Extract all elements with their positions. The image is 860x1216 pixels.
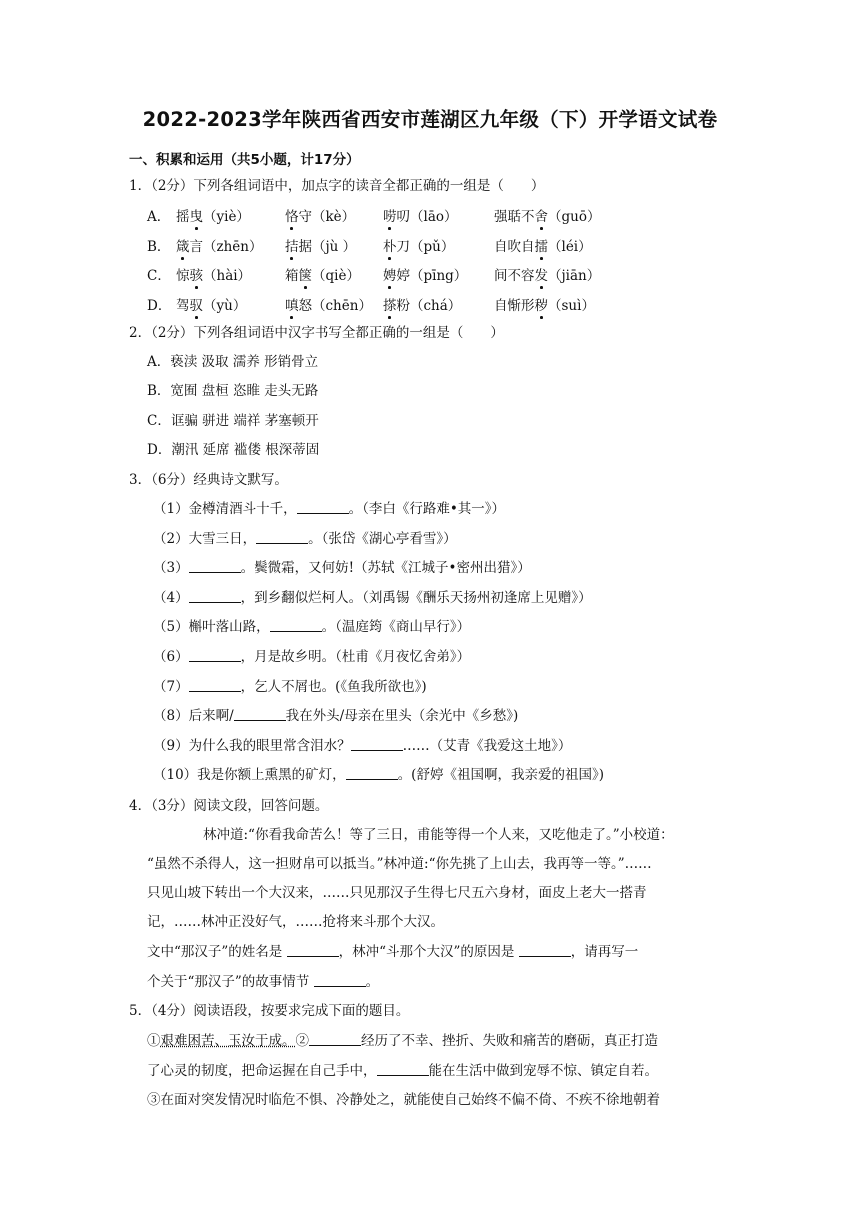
answer-blank[interactable] <box>189 647 241 662</box>
q1-word <box>494 264 600 284</box>
q1-dotted-char: 发 <box>535 264 549 284</box>
q1-word-part: 粉（chá） <box>396 298 462 314</box>
q3-item-text: 。（温庭筠《商山早行》） <box>321 619 471 635</box>
q3-stem: 3．（6分）经典诗文默写。 <box>129 472 288 488</box>
q1-dotted-char: 驭 <box>190 294 204 314</box>
q3-item <box>153 529 457 549</box>
q5-segment: 艰难困苦、玉汝于成。 <box>160 1033 296 1049</box>
answer-blank[interactable] <box>297 499 349 514</box>
q3-item-text: （3） <box>153 560 189 576</box>
q5-segment: 经历了不幸、挫折、失败和痛苦的磨砺，真正打造 <box>361 1033 658 1049</box>
answer-blank[interactable] <box>270 617 322 632</box>
q3-item-text: 。（张岱《湖心亭看雪》） <box>308 531 457 547</box>
q1-word <box>383 205 458 225</box>
q1-word-part: 守（kè） <box>298 209 356 225</box>
q2-option-d: D．潮汛 延席 褴偻 根深蒂固 <box>147 442 320 458</box>
q5-passage-line <box>147 1090 660 1110</box>
circled-number: ① <box>147 1033 161 1049</box>
q1-word <box>176 294 246 314</box>
q1-word-part: （suì） <box>548 298 595 314</box>
q1-dotted-char: 骇 <box>190 264 204 284</box>
q1-dotted-char: 曳 <box>190 205 204 225</box>
q1-dotted-char: 擂 <box>535 235 549 255</box>
answer-blank[interactable] <box>377 1061 429 1076</box>
q1-word <box>494 294 595 314</box>
q3-item-text: 。(舒婷《祖国啊，我亲爱的祖国》) <box>397 767 604 783</box>
q1-dotted-char: 舍 <box>535 205 549 225</box>
q2-option-a: A．亵渎 汲取 濡养 形销骨立 <box>147 354 319 370</box>
exam-title: 2022-2023学年陕西省西安市莲湖区九年级（下）开学语文试卷 <box>142 108 718 131</box>
q4-passage-line: “虽然不杀得人，这一担财帛可以抵当。”林冲道:“你先挑了上山去，我再等一等。”…… <box>147 856 652 872</box>
answer-blank[interactable] <box>256 529 308 544</box>
q1-dotted-char: 箧 <box>299 264 313 284</box>
q1-word-part: （hài） <box>203 268 252 284</box>
q3-item <box>153 765 604 785</box>
q5-segment: 了心灵的韧度，把命运握在自己手中， <box>147 1063 377 1079</box>
q1-word-part: 自惭形 <box>494 298 535 314</box>
answer-blank[interactable] <box>287 942 339 957</box>
section-heading: 一、积累和运用（共5小题，计17分） <box>129 152 360 168</box>
q1-word-part: 箱 <box>285 268 299 284</box>
q1-word-part: 言（zhēn） <box>189 239 263 255</box>
q3-item-text: （5）槲叶落山路， <box>153 619 270 635</box>
q2-option-b: B．宽囿 盘桓 恣睢 走头无路 <box>147 383 319 399</box>
q1-word-part: 叨（lāo） <box>396 209 458 225</box>
q1-word-part: 刀（pǔ） <box>396 239 455 255</box>
answer-blank[interactable] <box>189 588 241 603</box>
q1-word <box>176 235 263 255</box>
q5-segment: 能在生活中做到宠辱不惊、镇定自若。 <box>428 1063 658 1079</box>
answer-blank[interactable] <box>309 1031 361 1046</box>
q1-word <box>383 264 467 284</box>
q1-dotted-char: 娉 <box>383 264 397 284</box>
q3-item <box>153 677 427 697</box>
q1-dotted-char: 嗔 <box>285 294 299 314</box>
q5-passage-line <box>147 1031 658 1051</box>
answer-blank[interactable] <box>519 942 571 957</box>
q3-item-text: 我在外头/母亲在里头（余光中《乡愁》) <box>285 708 519 724</box>
q1-word <box>176 264 251 284</box>
q5-segment: 在面对突发情况时临危不惧、冷静处之，就能使自己始终不偏不倚、不疾不徐地朝着 <box>160 1092 660 1108</box>
q1-word <box>176 205 250 225</box>
q1-word <box>383 235 454 255</box>
q1-word <box>494 205 600 225</box>
q3-item-text: （2）大雪三日， <box>153 531 257 547</box>
answer-blank[interactable] <box>189 677 241 692</box>
answer-blank[interactable] <box>346 765 398 780</box>
q1-word <box>285 235 356 255</box>
q1-word-part: （qiè） <box>312 268 360 284</box>
q3-item <box>153 558 531 578</box>
q1-word <box>285 294 372 314</box>
q2-option-c: C．诓骗 骈进 端祥 茅塞顿开 <box>147 413 319 429</box>
q3-item-text: （10）我是你额上熏黑的矿灯， <box>153 767 346 783</box>
q3-item <box>153 588 592 608</box>
q1-word-part: 摇 <box>176 209 190 225</box>
q1-word-part: 婷（pīng） <box>396 268 468 284</box>
q4-question-text: 个关于“那汉子”的故事情节 <box>147 974 310 990</box>
q3-item-text: ，到乡翻似烂柯人。（刘禹锡《酬乐天扬州初逢席上见赠》） <box>240 590 592 606</box>
q3-item-text: ，月是故乡明。（杜甫《月夜忆舍弟》） <box>240 649 471 665</box>
q1-word <box>285 264 360 284</box>
answer-blank[interactable] <box>189 558 241 573</box>
q1-dotted-char: 唠 <box>383 205 397 225</box>
q3-item-text: 。鬓微霜，又何妨!（苏轼《江城子•密州出猎》） <box>240 560 531 576</box>
q1-dotted-char: 恪 <box>285 205 299 225</box>
q5-passage-line <box>147 1061 658 1081</box>
q4-question-text: ，请再写一 <box>570 944 639 960</box>
circled-number: ② <box>295 1033 309 1049</box>
q3-item <box>153 647 470 667</box>
q4-passage-line: 记，……林冲正没好气，……抢将来斗那个大汉。 <box>147 914 444 930</box>
q3-item-text: （7） <box>153 679 189 695</box>
q3-item-text: （6） <box>153 649 189 665</box>
circled-number: ③ <box>147 1092 161 1108</box>
answer-blank[interactable] <box>314 972 366 987</box>
q1-word-part: （yiè） <box>203 209 250 225</box>
q3-item <box>153 617 470 637</box>
q1-word-part: 据（jù ） <box>298 239 357 255</box>
q1-option-label: D． <box>147 298 172 314</box>
q3-item-text: （8）后来啊/ <box>153 708 234 724</box>
q3-item-text: （9）为什么我的眼里常含泪水？ <box>153 738 351 754</box>
q4-question-text: ，林冲“斗那个大汉”的原因是 <box>338 944 515 960</box>
q1-word-part: 驾 <box>176 298 190 314</box>
q5-stem: 5．（4分）阅读语段，按要求完成下面的题目。 <box>129 1003 410 1019</box>
q1-word-part: 自吹自 <box>494 239 535 255</box>
q1-dotted-char: 秽 <box>535 294 549 314</box>
q1-word-part: （yù） <box>203 298 247 314</box>
q1-word-part: 强聒不 <box>494 209 535 225</box>
q4-question-text: 。 <box>365 974 380 990</box>
q3-item-text: ……（艾青《我爱这土地》） <box>402 738 572 754</box>
q4-passage-line: 林冲道:“你看我命苦么！等了三日，甫能等得一个人来，又吃他走了。”小校道： <box>203 827 674 843</box>
q3-item-text: （1）金樽清酒斗十千， <box>153 501 297 517</box>
q1-word-part: （léi） <box>548 239 592 255</box>
q1-word-part: （guō） <box>548 209 601 225</box>
q4-passage-line: 只见山坡下转出一个大汉来，……只见那汉子生得七尺五六身材，面皮上老大一搭青 <box>147 885 647 901</box>
q4-question-line <box>147 972 379 992</box>
q1-option-label: C． <box>147 268 171 284</box>
q1-option-label: B． <box>147 239 171 255</box>
q4-question-text: 文中“那汉子”的姓名是 <box>147 944 283 960</box>
q1-word <box>383 294 461 314</box>
q1-stem: 1．（2分）下列各组词语中，加点字的读音全都正确的一组是（ ） <box>129 178 545 194</box>
q3-item-text: （4） <box>153 590 189 606</box>
q3-item <box>153 499 505 519</box>
q1-word <box>494 235 592 255</box>
q1-dotted-char: 朴 <box>383 235 397 255</box>
q3-item <box>153 706 518 726</box>
q2-stem: 2．（2分）下列各组词语中汉字书写全都正确的一组是（ ） <box>129 325 504 341</box>
answer-blank[interactable] <box>234 706 286 721</box>
q3-item-text: 。（李白《行路难•其一》） <box>348 501 506 517</box>
q1-dotted-char: 搽 <box>383 294 397 314</box>
q1-word <box>285 205 355 225</box>
q1-dotted-char: 箴 <box>176 235 190 255</box>
q4-question-line <box>147 942 638 962</box>
q1-word-part: 怒（chēn） <box>298 298 372 314</box>
q4-stem: 4．（3分）阅读文段，回答问题。 <box>129 798 329 814</box>
answer-blank[interactable] <box>351 736 403 751</box>
q1-word-part: （jiān） <box>548 268 601 284</box>
q3-item <box>153 736 571 756</box>
q1-dotted-char: 拮 <box>285 235 299 255</box>
q3-item-text: ，乞人不屑也。(《鱼我所欲也》) <box>240 679 427 695</box>
q1-word-part: 间不容 <box>494 268 535 284</box>
q1-option-label: A． <box>147 209 171 225</box>
q1-word-part: 惊 <box>176 268 190 284</box>
